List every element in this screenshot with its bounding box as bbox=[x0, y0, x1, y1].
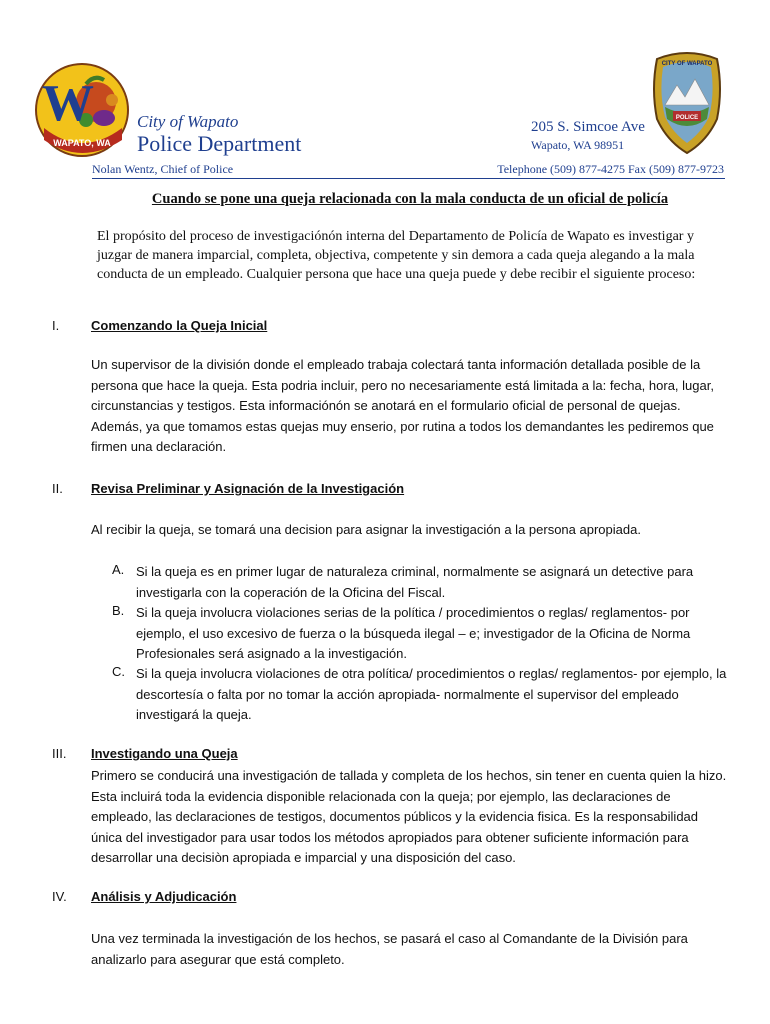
police-badge-logo bbox=[651, 49, 723, 157]
section-3-paragraph: Primero se conducirá una investigación de tallada y completa de los hechos, sin tener en cuenta quien la hizo. Esta incluirá toda la evidencia disponible relacionada con la queja; por ejemplo, las declaraciones de empleado, las declaraciones de testigos, documentos públicos y la evidencia fisica. Es la responsabilidad única del investigador para usar todos los métodos apropiados para obtener suficiente información para desarrollar una decisiòn apropiada e imparcial y una disposición del caso. bbox=[91, 768, 727, 865]
chief-of-police: Nolan Wentz, Chief of Police bbox=[92, 162, 234, 176]
header-rule bbox=[92, 178, 725, 179]
section-2-heading: Revisa Preliminar y Asignación de la Investigación bbox=[91, 481, 405, 496]
section-2-item-a-letter: A. bbox=[112, 562, 125, 577]
city-name: City of Wapato bbox=[137, 112, 239, 131]
section-4-paragraph: Una vez terminada la investigación de los hechos, se pasará el caso al Comandante de la División para analizarlo para asegurar que está completo. bbox=[91, 931, 688, 967]
section-3-heading: Investigando una Queja bbox=[91, 746, 238, 761]
section-2-item-b-letter: B. bbox=[112, 603, 125, 618]
section-2-item-c-letter: C. bbox=[112, 664, 125, 679]
section-4-heading: Análisis y Adjudicación bbox=[91, 889, 237, 904]
section-2-item-a-text: Si la queja es en primer lugar de naturaleza criminal, normalmente se asignará un detective para investigarla con la coperación de la Oficina del Fiscal. bbox=[136, 564, 694, 600]
address-line-1: 205 S. Simcoe Ave bbox=[531, 119, 645, 135]
section-1-heading: Comenzando la Queja Inicial bbox=[91, 318, 268, 333]
section-2-item-c-text: Si la queja involucra violaciones de otra política/ procedimientos o reglas/ reglamentos- por ejemplo, la descortesía o falta por no tomar la acción apropiada- normalmente el supervisor del empleado investigará la queja. bbox=[136, 666, 727, 722]
section-2-numeral: II. bbox=[52, 481, 63, 496]
section-2-item-b-text: Si la queja involucra violaciones serias de la política / procedimientos o reglas/ reglamentos- por ejemplo, el uso excesivo de fuerza o la búsqueda ilegal – e; investigador de la Oficina de Norma Profesionales será asignado a la investigación. bbox=[136, 605, 691, 661]
logo-right-text: CITY OF WAPATO bbox=[661, 61, 713, 67]
telephone-fax: Telephone (509) 877-4275 Fax (509) 877-9723 bbox=[497, 162, 724, 176]
document-title: Cuando se pone una queja relacionada con la mala conducta de un oficial de policía bbox=[151, 191, 669, 207]
section-1-numeral: I. bbox=[52, 318, 60, 333]
svg-text:POLICE: POLICE bbox=[675, 115, 699, 121]
address-line-2: Wapato, WA 98951 bbox=[531, 138, 625, 152]
department-name: Police Department bbox=[137, 131, 302, 156]
section-2-paragraph: Al recibir la queja, se tomará una decision para asignar la investigación a la persona apropiada. bbox=[91, 522, 641, 537]
city-of-wapato-logo bbox=[34, 62, 130, 158]
svg-text:W: W bbox=[42, 75, 94, 132]
section-1-paragraph: Un supervisor de la división donde el empleado trabaja colectará tanta información detallada posible de la persona que hace la queja. Esta podria incluir, pero no necesariamente está limitada a la: fecha, hora, lugar, circunstancias y testigos. Esta informaciónón se anotará en el formulario oficial de personal de quejas. Además, ya que tomamos estas quejas muy enserio, por rutina a todos los demandantes les pediremos que firmen una declaración. bbox=[91, 357, 714, 454]
intro-paragraph: El propósito del proceso de investigaciónón interna del Departamento de Policía de Wapato es investigar y juzgar de manera imparcial, completa, objectiva, competente y sin demora a cada queja alegando a la mala conducta de un empleado. Cualquier persona que hace una queja puede y debe recibir el siguiente proceso: bbox=[97, 229, 696, 282]
section-3-numeral: III. bbox=[52, 746, 67, 761]
logo-left-text: WAPATO, WA bbox=[53, 138, 111, 148]
section-4-numeral: IV. bbox=[52, 889, 67, 904]
